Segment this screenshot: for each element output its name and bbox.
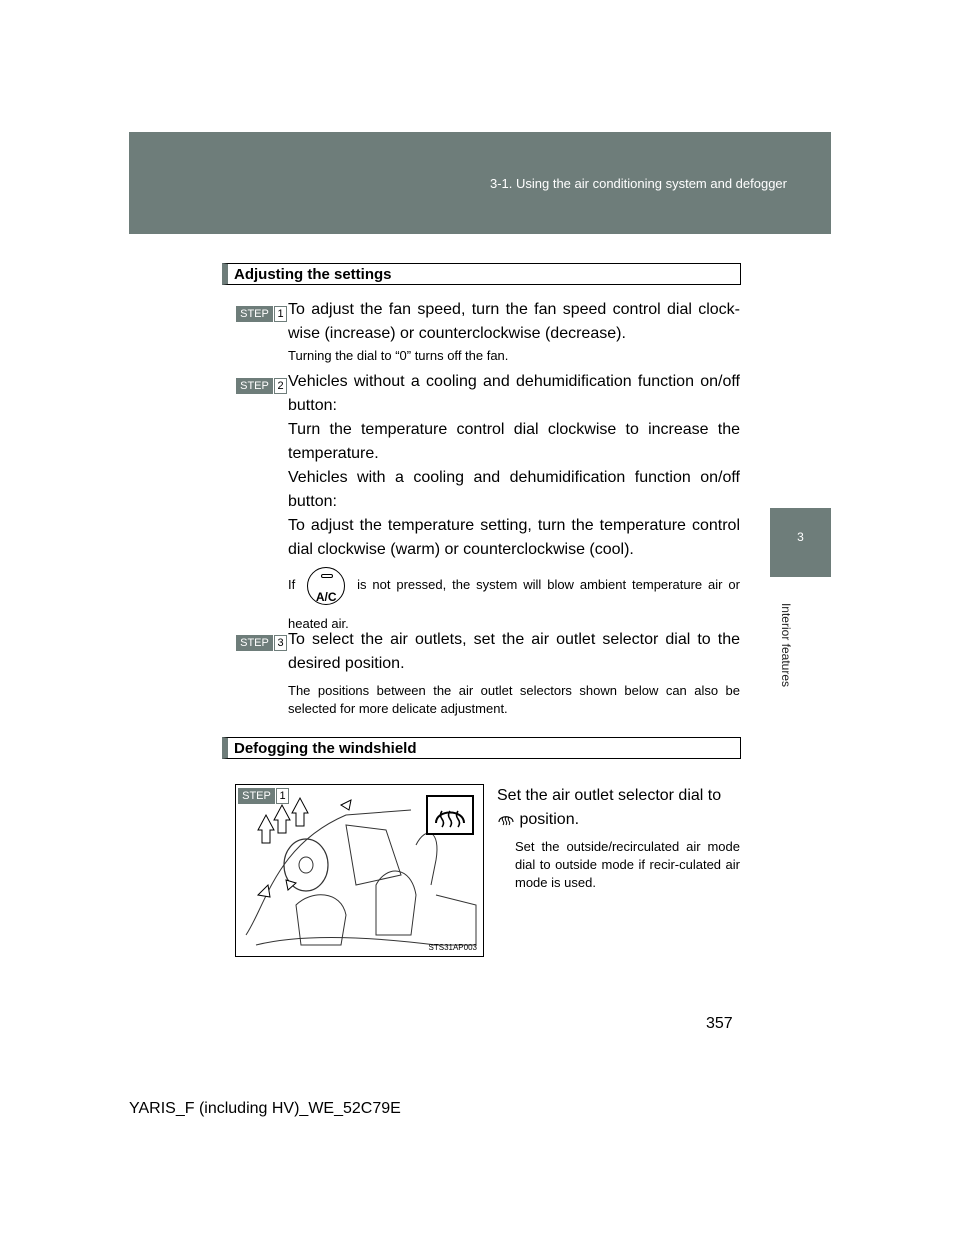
step-number: 2 bbox=[274, 378, 287, 394]
step-number: 3 bbox=[274, 635, 287, 651]
defroster-inline-icon bbox=[497, 812, 515, 826]
defog-text-line2 bbox=[497, 808, 579, 832]
section-heading-defogging bbox=[222, 737, 741, 759]
step-label: STEP bbox=[236, 635, 273, 651]
section-title: 3-1. Using the air conditioning system and defogger bbox=[489, 176, 787, 191]
step-label: STEP bbox=[236, 306, 273, 322]
step-2-badge bbox=[236, 378, 286, 394]
note-prefix: If bbox=[288, 577, 296, 592]
section-heading-text: Adjusting the settings bbox=[234, 266, 392, 283]
note-suffix: is not pressed, the system will blow ambient temperature air or heated air. bbox=[288, 577, 740, 631]
chapter-label bbox=[779, 590, 791, 700]
windshield-defroster-icon bbox=[426, 795, 474, 835]
section-heading-adjusting bbox=[222, 263, 741, 285]
ac-button-icon bbox=[307, 567, 345, 605]
chapter-label-text: Interior features bbox=[779, 602, 793, 688]
ac-label: A/C bbox=[315, 589, 337, 604]
page-number: 357 bbox=[706, 1015, 733, 1032]
header-band bbox=[129, 132, 831, 234]
defog-text-prefix: Set the air outlet selector dial to bbox=[497, 787, 722, 804]
step-3-note: The positions between the air outlet selectors shown below can also be selected for more delicate adjustment. bbox=[288, 683, 740, 716]
step-2-text-d: To adjust the temperature setting, turn the temperature control dial clockwise (warm) or counterclockwise (cool). bbox=[288, 517, 740, 558]
step-3-badge bbox=[236, 635, 286, 651]
step-number: 1 bbox=[276, 788, 289, 804]
step-3-text: To select the air outlets, set the air outlet selector dial to the desired position. bbox=[288, 631, 740, 672]
step-number: 1 bbox=[274, 306, 287, 322]
chapter-number: 3 bbox=[797, 530, 804, 544]
car-interior-illustration bbox=[235, 784, 484, 957]
footer-code: YARIS_F (including HV)_WE_52C79E bbox=[129, 1100, 401, 1117]
defog-text-suffix: position. bbox=[519, 811, 580, 828]
step-label: STEP bbox=[238, 788, 275, 804]
step-1-note: Turning the dial to “0” turns off the fan. bbox=[288, 348, 509, 363]
step-2-text-c: Vehicles with a cooling and dehumidification function on/off button: bbox=[288, 469, 740, 510]
chapter-tab bbox=[770, 508, 831, 577]
section-heading-text: Defogging the windshield bbox=[234, 740, 417, 757]
step-2-text-a: Vehicles without a cooling and dehumidification function on/off button: bbox=[288, 373, 740, 414]
step-label: STEP bbox=[236, 378, 273, 394]
step-1-text: To adjust the fan speed, turn the fan speed control dial clock-wise (increase) or counterclockwise (decrease). bbox=[288, 301, 740, 342]
defog-note: Set the outside/recirculated air mode dial to outside mode if recir-culated air mode is used. bbox=[515, 839, 740, 890]
step-1-badge bbox=[236, 306, 286, 322]
figure-code: STS31AP003 bbox=[428, 943, 477, 952]
step-2-text-b: Turn the temperature control dial clockwise to increase the temperature. bbox=[288, 421, 740, 462]
